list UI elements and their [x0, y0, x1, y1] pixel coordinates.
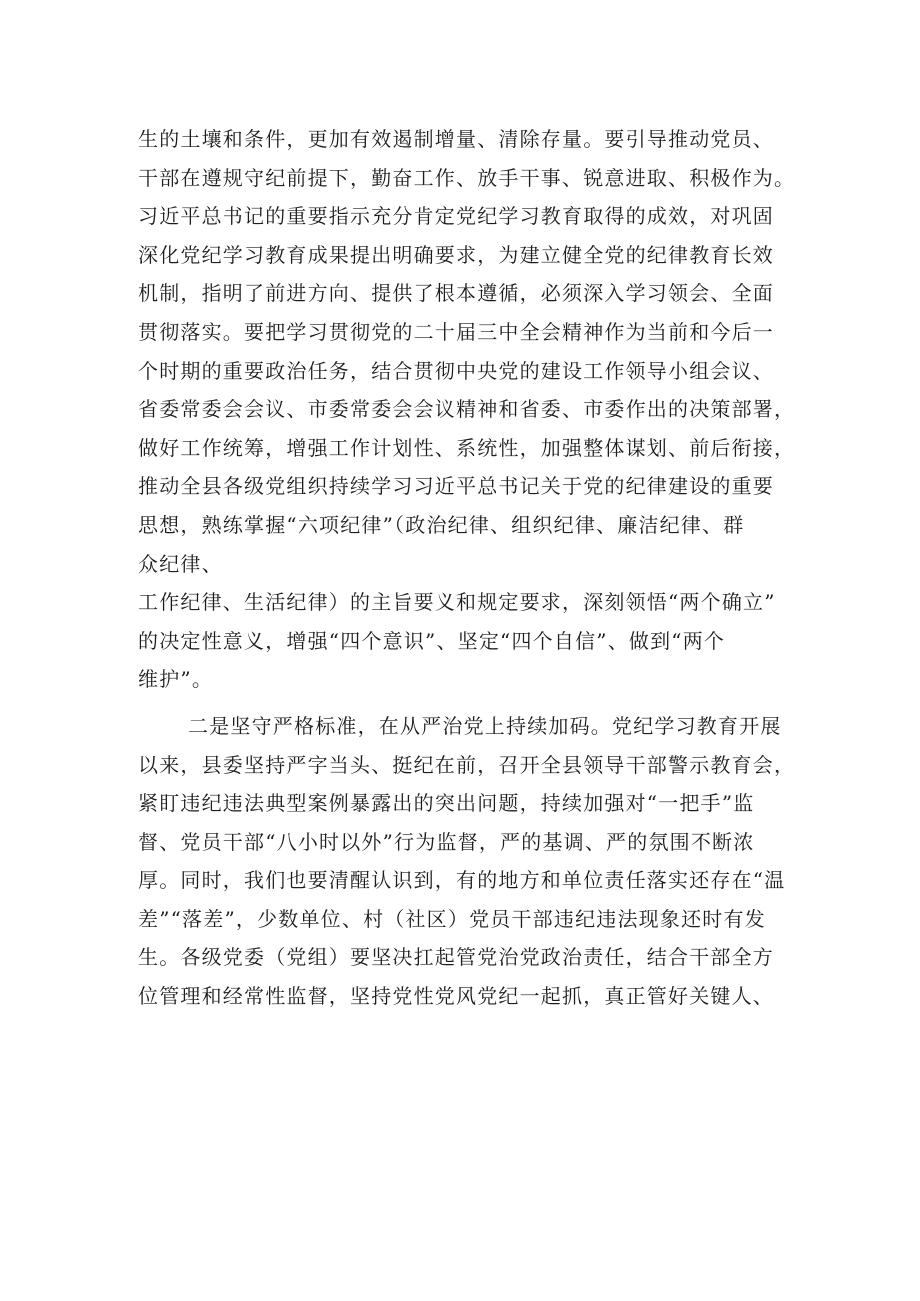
text-line: 二是坚守严格标准，在从严治党上持续加码。党纪学习教育开展 [188, 713, 782, 738]
text-line: 维护”。 [138, 667, 214, 692]
text-line: 紧盯违纪违法典型案例暴露出的突出问题，持续加强对“一把手”监 [138, 791, 755, 816]
text-line: 督、党员干部“八小时以外”行为监督，严的基调、严的氛围不断浓 [138, 829, 755, 854]
text-line: 生的土壤和条件，更加有效遏制增量、清除存量。要引导推动党员、 [138, 127, 774, 151]
text-line: 以来，县委坚持严字当头、挺纪在前，召开全县领导干部警示教育会， [138, 752, 796, 777]
text-line: 深化党纪学习教育成果提出明确要求，为建立健全党的纪律教育长效 [138, 242, 774, 267]
body-text [138, 120, 798, 1016]
text-line: 贯彻落实。要把学习贯彻党的二十届三中全会精神作为当前和今后一 [138, 319, 774, 344]
text-line: 习近平总书记的重要指示充分肯定党纪学习教育取得的成效，对巩固 [138, 204, 774, 229]
text-line: 省委常委会会议、市委常委会会议精神和省委、市委作出的决策部署， [138, 397, 796, 422]
paragraph [138, 707, 798, 1016]
text-line: 众纪律、 [138, 551, 223, 576]
paragraph [138, 120, 798, 699]
paragraph-gap [138, 699, 798, 707]
text-line: 的决定性意义，增强“四个意识”、坚定“四个自信”、做到“两个 [138, 628, 726, 653]
text-line: 差”“落差”，少数单位、村（社区）党员干部违纪违法现象还时有发 [138, 906, 766, 931]
text-line: 个时期的重要政治任务，结合贯彻中央党的建设工作领导小组会议、 [138, 358, 774, 383]
text-line: 位管理和经常性监督，坚持党性党风党纪一起抓，真正管好关键人、 [138, 984, 774, 1009]
text-line: 推动全县各级党组织持续学习习近平总书记关于党的纪律建设的重要 [138, 474, 774, 499]
text-line: 机制，指明了前进方向、提供了根本遵循，必须深入学习领会、全面 [138, 281, 774, 306]
text-line: 干部在遵规守纪前提下，勤奋工作、放手干事、锐意进取、积极作为。 [138, 165, 796, 190]
text-line: 思想，熟练掌握“六项纪律”（政治纪律、组织纪律、廉洁纪律、群 [138, 512, 745, 537]
text-line: 工作纪律、生活纪律）的主旨要义和规定要求，深刻领悟“两个确立” [138, 590, 776, 615]
text-line: 生。各级党委（党组）要坚决扛起管党治党政治责任，结合干部全方 [138, 945, 774, 970]
text-line: 厚。同时，我们也要清醒认识到，有的地方和单位责任落实还存在“温 [138, 868, 786, 893]
text-line: 做好工作统筹，增强工作计划性、系统性，加强整体谋划、前后衔接， [138, 435, 796, 460]
